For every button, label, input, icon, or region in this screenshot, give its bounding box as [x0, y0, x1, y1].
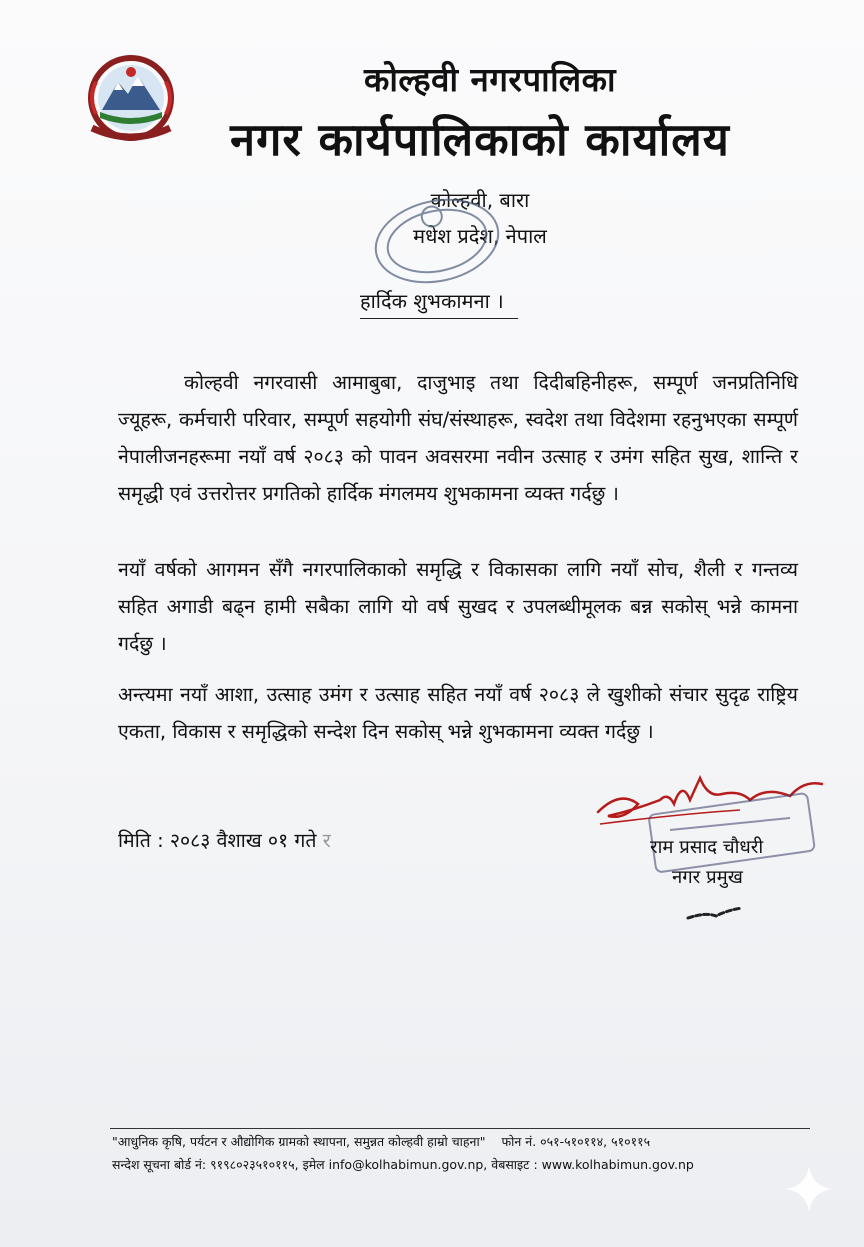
- address-line2: मधेश प्रदेश, नेपाल: [413, 224, 547, 248]
- date-text: मिति : २०८३ वैशाख ०१ गते: [118, 829, 317, 852]
- office-name: नगर कार्यपालिकाको कार्यालय: [230, 113, 730, 166]
- paragraph-1: कोल्हवी नगरवासी आमाबुबा, दाजुभाइ तथा दिदीबहिनीहरू, सम्पूर्ण जनप्रतिनिधि ज्यूहरू, कर्मचारी परिवार, सम्पूर्ण सहयोगी संघ/संस्थाहरू, स्वदेश तथा विदेशमा रहनुभएका सम्पूर्ण नेपालीजनहरूमा नयाँ वर्ष २०८३ को पावन अवसरमा नवीन उत्साह र उमंग सहित सुख, शान्ति र समृद्धी एवं उत्तरोत्तर प्रगतिको हार्दिक मंगलमय शुभकामना व्यक्त गर्दछु ।: [118, 371, 798, 505]
- paragraph-3: अन्त्यमा नयाँ आशा, उत्साह उमंग र उत्साह सहित नयाँ वर्ष २०८३ ले खुशीको संचार सुदृढ राष्ट्रिय एकता, विकास र समृद्धिको सन्देश दिन सकोस् भन्ने शुभकामना व्यक्त गर्दछु ।: [118, 683, 798, 743]
- footer-slogan: "आधुनिक कृषि, पर्यटन र औद्योगिक ग्रामको स्थापना, समुन्नत कोल्हवी हाम्रो चाहना": [112, 1134, 486, 1149]
- sparkle-icon: [782, 1162, 836, 1216]
- municipality-name: कोल्हवी नगरपालिका: [363, 60, 616, 99]
- greeting-heading: हार्दिक शुभकामना ।: [360, 287, 518, 319]
- signer-title: नगर प्रमुख: [672, 867, 743, 888]
- signer-name: राम प्रसाद चौधरी: [650, 837, 764, 858]
- footer-contact: सन्देश सूचना बोर्ड नं: ९१९८०२३५१०११५, इमेल info@kolhabimun.gov.np, वेबसाइट : www.kolhabimun.gov.np: [112, 1157, 694, 1172]
- footer-divider: [110, 1128, 810, 1129]
- paragraph-2: नयाँ वर्षको आगमन सँगै नगरपालिकाको समृद्धि र विकासका लागि नयाँ सोच, शैली र गन्तव्य सहित अगाडी बढ्न हामी सबैका लागि यो वर्ष सुखद र उपलब्धीमूलक बन्न सकोस् भन्ने कामना गर्दछु ।: [118, 558, 798, 655]
- nepal-government-emblem-icon: [78, 52, 184, 144]
- letter-date: [118, 826, 331, 853]
- ink-mark: [686, 902, 746, 924]
- footer-line1: [112, 1133, 812, 1150]
- footer-phone: फोन नं. ०५१-५१०११४, ५१०११५: [501, 1134, 651, 1149]
- date-trailing-text: र: [322, 829, 331, 852]
- address-line1: कोल्हवी, बारा: [430, 188, 530, 212]
